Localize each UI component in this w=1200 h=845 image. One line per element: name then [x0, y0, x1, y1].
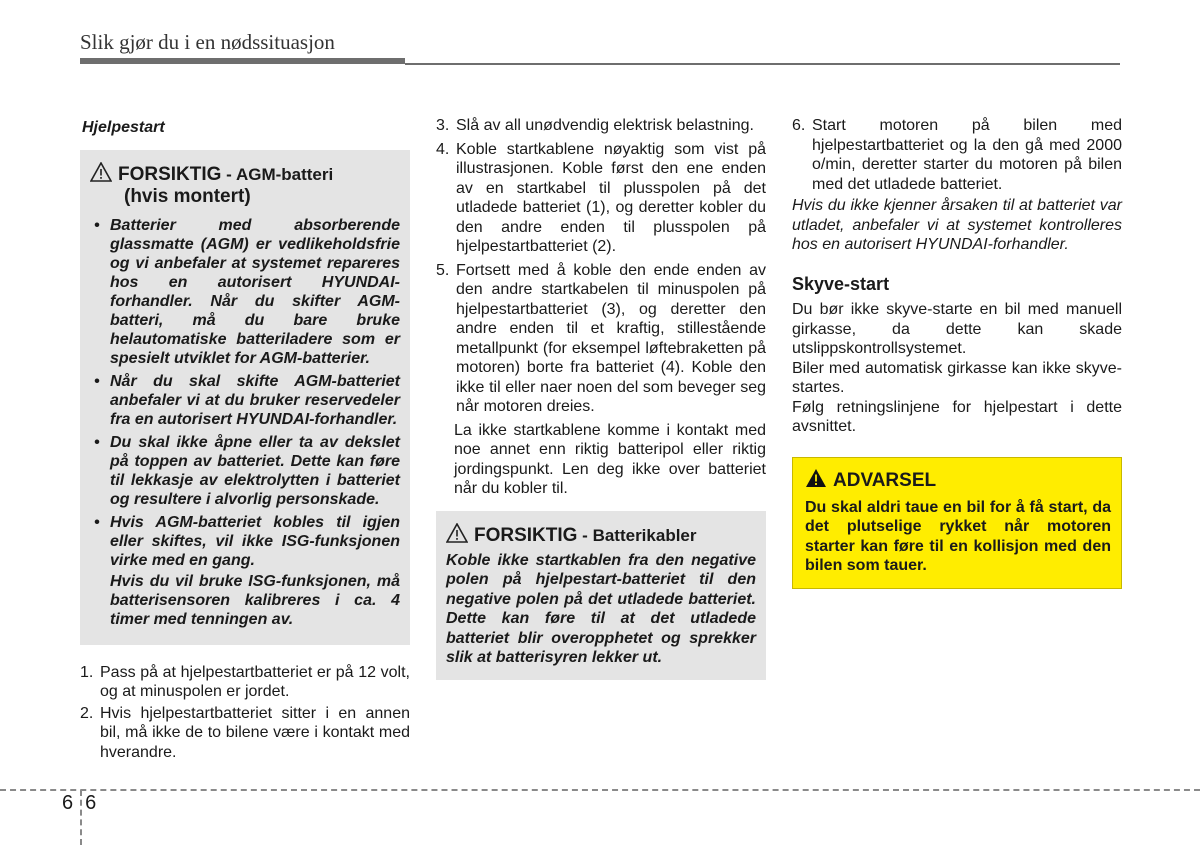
column-middle — [436, 112, 766, 680]
step-item: 3. Slå av all unødvendig elektrisk belastning. — [436, 117, 754, 134]
header-rule-thick — [80, 58, 405, 64]
warning-body: Du skal aldri taue en bil for å få start, da det plutselige rykket når motoren starter kan føre til en kollisjon med den bilen som tauer. — [805, 498, 1111, 574]
connection-note: La ikke startkablene komme i kontakt med noe annet enn riktig batteripol eller riktig jordingspunkt. Len deg ikke over batteriet når du kobler til. — [454, 421, 766, 497]
steps-list-1 — [80, 663, 410, 763]
caution-box-cables — [436, 511, 766, 681]
step-item: 6. Start motoren på bilen med hjelpestartbatteriet og la den gå med 2000 o/min, deretter starter du motoren på bilen med det utladede batteriet. — [792, 117, 1122, 193]
caution-subtitle: Batterikabler — [592, 525, 697, 545]
warning-title — [805, 468, 1111, 492]
header-rule-thin — [405, 63, 1120, 65]
caution-separator: - — [221, 164, 236, 184]
caution-label: FORSIKTIG — [474, 524, 578, 546]
chapter-number: 6 — [62, 792, 74, 814]
step-item: 4. Koble startkablene nøyaktig som vist på illustrasjonen. Koble først den ene enden av en startkabel til plusspolen på det utladede batteriet (1), og deretter kobler du den andre enden til plusspolen på hjelpestartbatteriet (2). — [436, 140, 766, 255]
warning-triangle-icon — [90, 162, 112, 182]
caution-subtitle-line2: (hvis montert) — [124, 185, 251, 207]
warning-box — [792, 457, 1122, 589]
caution-title — [90, 162, 400, 208]
page-header-title: Slik gjør du i en nødssituasjon — [80, 30, 335, 54]
section-title: Hjelpestart — [82, 119, 165, 136]
warning-label: ADVARSEL — [833, 469, 937, 491]
steps-list-3 — [792, 116, 1122, 194]
bullet-item: • Batterier med absorberende glassmatte (AGM) er vedlikeholdsfrie og vi anbefaler at systemet repareres hos en autorisert HYUNDAI-forhandler. Når du skifter AGM-batteri, må du bare bruke helautomatiske batteriladere som er spesielt utviklet for AGM-batterier. — [94, 216, 400, 367]
caution-label: FORSIKTIG — [118, 163, 222, 185]
section-heading-skyve-start: Skyve-start — [792, 273, 890, 294]
column-left — [80, 112, 410, 764]
warning-triangle-icon — [446, 523, 468, 543]
caution-bullet-list — [90, 216, 400, 629]
caution-body: Koble ikke startkablen fra den negative polen på hjelpestart-batteriet til den negative polen på det utladede batteriet. Dette kan føre til at det utladede batteriet blir overopphetet og sprekker slik at batterisyren lekker ut. — [446, 551, 756, 667]
column-right — [792, 112, 1122, 589]
page-number — [62, 792, 96, 815]
caution-separator: - — [577, 525, 593, 545]
step-item: 5. Fortsett med å koble den ende enden av den andre startkabelen til minuspolen på hjelpestartbatteriet (3), og deretter den andre enden til et kraftig, stillestående metallpunkt (for eksempel løftebraketten på motoren) borte fra batteriet (4). Koble den ikke til eller naer noen del som beveger seg når motoren dreies. — [436, 261, 766, 415]
bullet-extra: Hvis du vil bruke ISG-funksjonen, må batterisensoren kalibreres i ca. 4 timer med tenningen av. — [110, 572, 400, 628]
caution-box-agm — [80, 150, 410, 645]
paragraph: Biler med automatisk girkasse kan ikke skyve-startes. — [792, 359, 1122, 396]
footer-rule — [0, 789, 1200, 791]
step-item: 1. Pass på at hjelpestartbatteriet er på 12 volt, og at minuspolen er jordet. — [80, 663, 410, 700]
warning-triangle-icon — [805, 468, 827, 488]
paragraph: Du bør ikke skyve-starte en bil med manuell girkasse, da dette kan skade utslippskontrollsystemet. — [792, 301, 1122, 357]
steps-list-2 — [436, 116, 766, 417]
caution-subtitle: AGM-batteri — [235, 164, 334, 184]
bullet-item: • Du skal ikke åpne eller ta av dekslet på toppen av batteriet. Dette kan føre til lekkasje av elektrolytten i batteriet og resultere i alvorlig personskade. — [94, 433, 400, 508]
italic-note: Hvis du ikke kjenner årsaken til at batteriet var utladet, anbefaler vi at systemet kontrolleres hos en autorisert HYUNDAI-forhandler. — [792, 197, 1122, 253]
page-number-value: 6 — [85, 792, 97, 814]
bullet-item: • Hvis AGM-batteriet kobles til igjen eller skiftes, vil ikke ISG-funksjonen virke med en gang. Hvis du vil bruke ISG-funksjonen, må batterisensoren kalibreres i ca. 4 timer med tenningen av. — [94, 513, 400, 628]
bullet-item: • Når du skal skifte AGM-batteriet anbefaler vi at du bruker reservedeler fra en autorisert HYUNDAI-forhandler. — [94, 372, 400, 428]
paragraph: Følg retningslinjene for hjelpestart i dette avsnittet. — [792, 398, 1122, 435]
caution-title — [446, 523, 756, 547]
step-item: 2. Hvis hjelpestartbatteriet sitter i en annen bil, må ikke de to bilene være i kontakt med hverandre. — [80, 704, 410, 761]
